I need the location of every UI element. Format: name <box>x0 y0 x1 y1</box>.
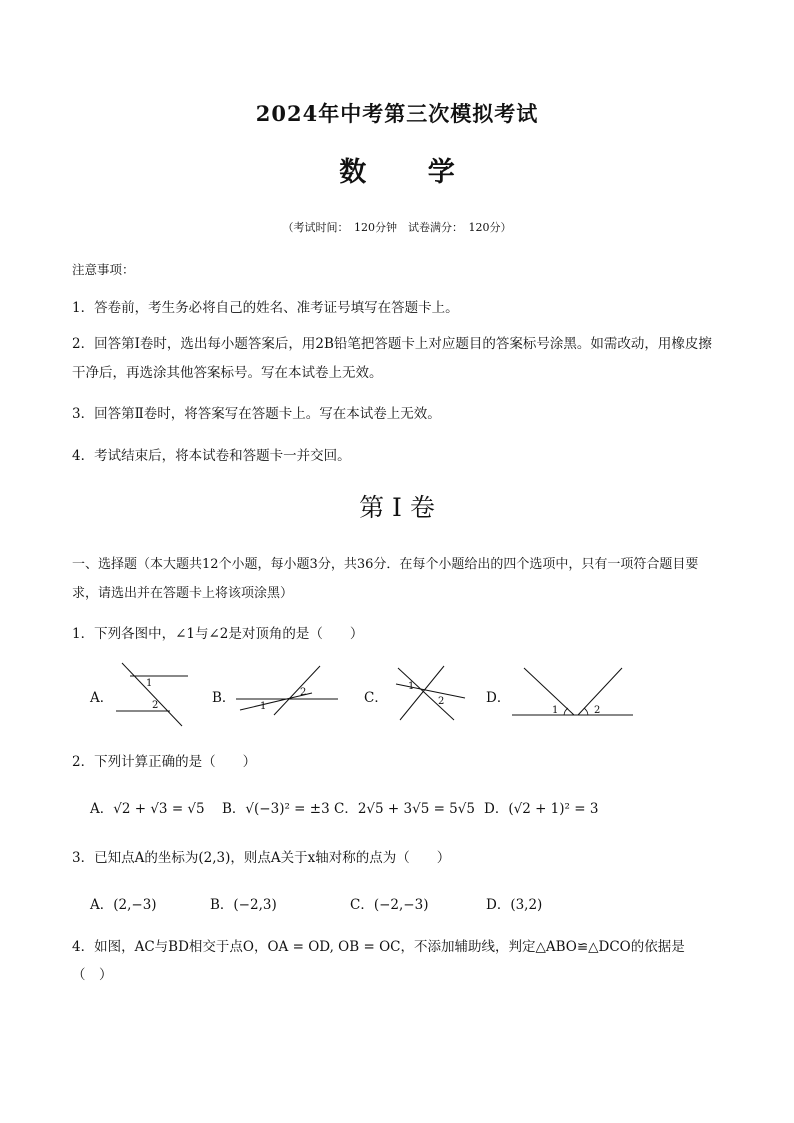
q1-d-left-ray <box>524 668 574 715</box>
q1-option-b-label: B． <box>212 690 236 706</box>
exam-meta: （考试时间： 120分钟 试卷满分： 120分） <box>282 221 512 234</box>
q1-c-line-3 <box>400 666 444 720</box>
q1-b-label-1: 1 <box>260 701 267 712</box>
q1-figure-b <box>230 660 350 720</box>
q3-option-a: A．(2,−3) <box>90 897 157 913</box>
q1-option-c-label: C． <box>364 690 388 706</box>
q3-option-d: D．(3,2) <box>486 897 543 913</box>
q2-option-a: A．√2 + √3 = √5 <box>90 801 205 817</box>
notice-item-1: 1．答卷前，考生务必将自己的姓名、准考证号填写在答题卡上。 <box>72 300 459 316</box>
q1-c-line-1 <box>396 684 465 698</box>
q1-option-d-label: D． <box>486 690 511 706</box>
q4-stem: 4．如图，AC与BD相交于点O，OA = OD, OB = OC，不添加辅助线，判定△ABO≌△DCO的依据是（ ） <box>72 939 685 983</box>
q2-option-c: C．2√5 + 3√5 = 5√5 <box>334 801 475 817</box>
q3-stem: 3．已知点A的坐标为(2,3)，则点A关于x轴对称的点为（ ） <box>72 850 451 866</box>
q1-figure-c <box>390 660 470 725</box>
q1-a-label-2: 2 <box>152 700 159 711</box>
q1-figure-a <box>110 660 200 730</box>
q1-b-line-rising <box>274 666 320 715</box>
q2-option-b: B．√(−3)² = ±3 <box>222 801 330 817</box>
q2-option-d: D．(√2 + 1)² = 3 <box>484 801 599 817</box>
q1-b-label-2: 2 <box>300 687 307 698</box>
section-title: 第 I 卷 <box>359 493 435 522</box>
q1-a-transversal <box>122 663 182 726</box>
q1-figure-d <box>508 660 638 722</box>
notice-title: 注意事项： <box>72 262 135 277</box>
exam-title: 2024年中考第三次模拟考试 <box>255 101 539 126</box>
q3-option-c: C．(−2,−3) <box>350 897 429 913</box>
q3-option-b: B．(−2,3) <box>210 897 277 913</box>
q2-stem: 2．下列计算正确的是（ ） <box>72 754 257 770</box>
q1-c-label-2: 2 <box>438 696 445 707</box>
q1-d-arc-2 <box>584 708 588 715</box>
notice-item-2: 2．回答第Ⅰ卷时，选出每小题答案后，用2B铅笔把答题卡上对应题目的答案标号涂黑。如需改动，用橡皮擦干净后，再选涂其他答案标号。写在本试卷上无效。 <box>72 336 712 381</box>
notice-item-3: 3．回答第Ⅱ卷时，将答案写在答题卡上。写在本试卷上无效。 <box>72 406 441 422</box>
q1-option-a-label: A． <box>90 690 114 706</box>
q1-a-label-1: 1 <box>146 678 153 689</box>
q1-d-label-1: 1 <box>552 705 559 716</box>
notice-item-4: 4．考试结束后，将本试卷和答题卡一并交回。 <box>72 448 351 464</box>
section-instructions: 一、选择题（本大题共12个小题，每小题3分，共36分．在每个小题给出的四个选项中，只有一项符合题目要求，请选出并在答题卡上将该项涂黑） <box>72 557 699 601</box>
q1-d-label-2: 2 <box>594 705 601 716</box>
q1-stem: 1．下列各图中，∠1与∠2是对顶角的是（ ） <box>72 626 364 642</box>
exam-subject: 数 学 <box>339 157 481 188</box>
q1-c-label-1: 1 <box>408 681 415 692</box>
